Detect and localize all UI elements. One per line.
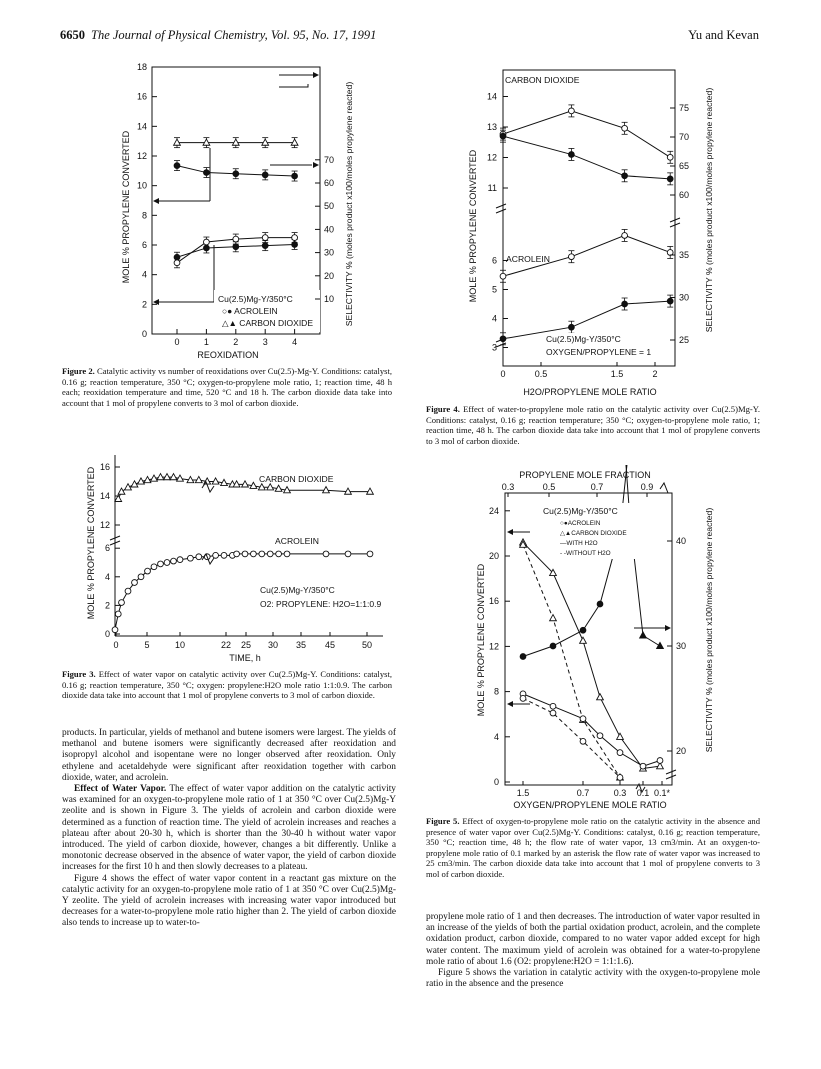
data-point <box>617 750 623 756</box>
y-tick-label: 4 <box>104 571 110 582</box>
data-point <box>188 555 194 561</box>
paragraph <box>426 912 760 968</box>
x-tick-label: 10 <box>174 640 186 650</box>
y-tick-label: 8 <box>141 210 147 221</box>
data-point <box>617 775 623 781</box>
y2-tick-label: 60 <box>324 178 335 188</box>
paragraph-text: propylene mole ratio of 1 and then decreases. The introduction of water vapor resulted in an increase of the yields of both the partial oxidation product, acrolein, and the complete oxidation product, carbon dioxide, compared to no water vapor added except for high water content. The maximum yield of acrolein was obtained for a water-to-propylene mole ratio of about 1.6 (O2: propylene:H2O = 1:1:1.6). <box>426 912 760 967</box>
figure-5-caption-text: Effect of oxygen-to-propylene mole ratio on the catalytic activity in the absence and presence of water vapor over Cu(2.5)Mg-Y. Conditions: catalyst, 0.16 g; reaction temperature, 350 °C; reaction time, 48 h; the flow rate of water vapor, 13 cm3/min. At an oxygen-to-propylene mole ratio of 0.1 marked by an asterisk the flow rate of water vapor was increased to 25 cm3/min. The carbon dioxide data take into account that 1 mol of propylene converts to 3 mol of carbon dioxide. <box>426 816 761 879</box>
data-point <box>622 173 628 179</box>
data-point <box>262 243 268 249</box>
data-point <box>569 324 575 330</box>
paragraph-text: Figure 4 shows the effect of water vapor content in a reactant gas mixture on the catalytic activity for an oxygen-to-propylene mole ratio of 1 at 350 °C over Cu(2.5)Mg-Y zeolite. The yield of acrolein increases with increasing water vapor introduced but decreases for a water-to-propylene mole ratio higher than 2. The yield of carbon dioxide also tends to increase up to water-to- <box>62 873 396 929</box>
y2-tick-label: 10 <box>324 294 335 304</box>
x-tick-label: 25 <box>240 640 252 650</box>
data-point <box>131 481 138 487</box>
figure-3-caption <box>62 669 392 701</box>
data-point <box>520 654 526 660</box>
data-point <box>323 551 329 557</box>
journal-name: The Journal of Physical Chemistry, Vol. 95, No. 17, 1991 <box>91 28 377 42</box>
x-tick-label: 3 <box>262 337 268 347</box>
data-point <box>622 233 628 239</box>
y-tick-label: 12 <box>486 152 497 163</box>
figure-4-xlabel: H2O/PROPYLENE MOLE RATIO <box>523 387 657 397</box>
data-point <box>174 260 180 266</box>
x-tick-label: 0.1 <box>636 788 650 798</box>
figure-5-x2label: PROPYLENE MOLE FRACTION <box>519 470 651 480</box>
figure-3-xlabel: TIME, h <box>229 653 261 663</box>
data-point <box>242 551 248 557</box>
figure-3-caption-label: Figure 3. <box>62 669 96 679</box>
figure-4-acrolein-label: ACROLEIN <box>506 254 550 264</box>
figure-5-chart <box>470 465 722 815</box>
x-tick-label: 45 <box>324 640 336 650</box>
data-point <box>550 643 556 649</box>
y-tick-label: 4 <box>493 731 499 742</box>
data-point <box>221 552 227 558</box>
page-number: 6650 <box>60 28 85 42</box>
y-tick-label: 18 <box>136 62 147 72</box>
data-point <box>667 176 673 182</box>
data-point <box>112 627 118 633</box>
y-tick-label: 14 <box>486 91 497 102</box>
data-point <box>580 627 586 633</box>
figure-4-chart <box>462 50 722 402</box>
y-tick-label: 8 <box>493 686 499 697</box>
series-line <box>523 545 620 778</box>
figure-4-series <box>500 105 673 361</box>
figure-2-series <box>153 72 320 332</box>
y2-tick-label: 60 <box>679 190 690 200</box>
data-point <box>597 601 603 607</box>
x2-tick-label: 0.7 <box>590 482 604 492</box>
data-point <box>119 600 125 606</box>
x-tick-label: 0 <box>113 640 119 650</box>
arrow-head <box>507 529 513 535</box>
data-point <box>233 236 239 242</box>
x2-break <box>660 483 668 493</box>
body-text-right-column <box>426 912 760 990</box>
data-point <box>234 551 240 557</box>
data-point <box>132 580 138 586</box>
figure-3-chart <box>80 448 390 666</box>
y-tick-label: 6 <box>141 240 147 250</box>
y2-tick-label: 20 <box>324 270 335 281</box>
figure-2-ylabel: MOLE % PROPYLENE CONVERTED <box>121 130 131 284</box>
y-tick-label: 16 <box>136 91 147 102</box>
y2-tick-label: 70 <box>324 154 335 165</box>
y-tick-label: 2 <box>104 600 110 611</box>
data-point <box>550 615 557 621</box>
figure-3-ylabel: MOLE % PROPYLENE CONVERTED <box>86 466 96 620</box>
paragraph <box>62 728 396 784</box>
data-point <box>145 568 151 574</box>
x-tick-label: 0.3 <box>613 788 627 798</box>
figure-2-legend-2: ○● ACROLEIN <box>222 306 278 316</box>
figure-4-caption-label: Figure 4. <box>426 404 460 414</box>
y-tick-label: 2 <box>141 299 147 310</box>
x-tick-label: 0.5 <box>534 369 548 379</box>
figure-5-legend-5: - -WITHOUT H2O <box>560 550 611 557</box>
data-point <box>597 694 604 700</box>
y2-tick-label: 75 <box>679 103 690 113</box>
x-tick-label: 0 <box>500 369 506 379</box>
y-tick-label: 4 <box>141 269 147 280</box>
data-point <box>251 551 257 557</box>
data-point <box>640 763 646 769</box>
running-header <box>60 28 376 43</box>
series-line <box>503 111 670 157</box>
y-tick-label: 0 <box>493 777 499 787</box>
x-tick-label: 2 <box>652 369 658 379</box>
y-tick-label: 24 <box>488 505 499 516</box>
figure-3-caption-text: Effect of water vapor on catalytic activity over Cu(2.5)Mg-Y. Conditions: catalyst, 0.16 g; reaction temperature, 350 °C; oxygen: propylene:H2O mole ratio 1:1:0.9. The carbon dioxide data take into account that 1 mol of propylene converts to 3 mol of carbon dioxide. <box>62 669 392 701</box>
figure-5-caption <box>426 816 760 880</box>
figure-5-legend-1: Cu(2.5)Mg-Y/350°C <box>543 506 618 516</box>
x-tick-label: 4 <box>292 337 298 347</box>
figure-2-caption-text: Catalytic activity vs number of reoxidations over Cu(2.5)-Mg-Y. Conditions: catalyst, 0.16 g; reaction temperature, 350 °C; oxygen-to-propylene mole ratio, 1; reaction time, 48 h each; reoxidation temperature and time, 520 °C and 18 h. The carbon dioxide data take into account that 1 mol of propylene converts to 3 mol of carbon dioxide. <box>62 366 393 408</box>
data-point <box>569 152 575 158</box>
y2-tick-label: 65 <box>679 161 690 171</box>
figure-4-legend-2: OXYGEN/PROPYLENE = 1 <box>546 347 652 357</box>
y-tick-label: 14 <box>136 121 147 132</box>
body-text-left-column <box>62 728 396 930</box>
data-point <box>196 554 202 560</box>
data-point <box>617 733 624 739</box>
x-tick-label: 1.5 <box>610 369 624 379</box>
x2-tick-label: 0.9 <box>640 482 654 492</box>
plot-frame <box>503 70 675 366</box>
y-tick-label: 6 <box>491 255 497 266</box>
y-tick-label: 3 <box>491 342 497 353</box>
figure-5-xlabel: OXYGEN/PROPYLENE MOLE RATIO <box>513 800 667 810</box>
figure-4-caption <box>426 404 760 446</box>
series-line <box>503 136 670 179</box>
data-point <box>213 552 219 558</box>
data-point <box>520 695 526 701</box>
data-point <box>233 244 239 250</box>
x2-tick-label: 0.5 <box>542 482 556 492</box>
y-tick-label: 0 <box>104 629 110 639</box>
data-point <box>276 551 282 557</box>
data-point <box>580 716 586 722</box>
data-point <box>657 758 663 764</box>
figure-3-acrolein-label: ACROLEIN <box>275 536 319 546</box>
y-tick-label: 11 <box>487 183 497 193</box>
data-point <box>267 551 273 557</box>
x-tick-label: 0.1* <box>653 788 671 798</box>
data-point <box>667 298 673 304</box>
data-point <box>174 163 180 169</box>
data-point <box>622 301 628 307</box>
data-point <box>580 738 586 744</box>
data-point <box>118 488 125 494</box>
x2-tick-label: 0.3 <box>501 482 515 492</box>
figure-5-legend-2: ○●ACROLEIN <box>560 520 601 527</box>
figure-3-co2-label: CARBON DIOXIDE <box>259 474 334 484</box>
data-point <box>597 733 603 739</box>
data-point <box>667 154 673 160</box>
figure-5-y2label: SELECTIVITY % (moles product x100/moles propylene reacted) <box>704 507 714 753</box>
figure-3-legend-1: Cu(2.5)Mg-Y/350°C <box>260 585 335 595</box>
paragraph <box>62 784 396 874</box>
y-tick-label: 0 <box>141 329 147 339</box>
x-tick-label: 1 <box>203 337 209 347</box>
x-tick-label: 1.5 <box>516 788 530 798</box>
data-point <box>500 273 506 279</box>
figure-2-xlabel: REOXIDATION <box>197 350 259 360</box>
data-point <box>284 551 290 557</box>
y2-tick-label: 40 <box>676 536 687 546</box>
data-point <box>667 250 673 256</box>
y-tick-label: 10 <box>136 180 147 191</box>
figure-2-legend-1: Cu(2.5)Mg-Y/350°C <box>218 294 293 304</box>
data-point <box>622 125 628 131</box>
series-line <box>523 694 660 766</box>
figure-2-caption <box>62 366 392 408</box>
y-tick-label: 14 <box>99 491 110 501</box>
data-point <box>233 171 239 177</box>
y2-tick-label: 25 <box>679 335 690 345</box>
paragraph-text: products. In particular, yields of methanol and butene isomers were largest. The yields of methanol and butene isomers were significantly decreased after reoxidation and isopropyl alcohol and isopentane were no longer observed after reoxidation. Only ethylene and acetaldehyde were significant after reoxidation together with carbon dioxide, water, and acrolein. <box>62 728 396 783</box>
axis-arrow <box>279 84 308 87</box>
series-line <box>523 542 660 768</box>
data-point <box>262 172 268 178</box>
x-tick-label: 5 <box>144 640 150 650</box>
y2-tick-label: 30 <box>676 641 687 651</box>
y-tick-label: 4 <box>491 313 497 324</box>
y-tick-label: 13 <box>486 122 497 132</box>
y2-tick-label: 40 <box>324 224 335 235</box>
data-point <box>292 173 298 179</box>
data-point <box>171 558 177 564</box>
data-point <box>259 551 265 557</box>
y2-break <box>666 770 676 779</box>
figure-2-y2label: SELECTIVITY % (moles product x100/moles propylene reacted) <box>344 81 354 327</box>
y-tick-label: 5 <box>491 284 497 295</box>
figure-4-caption-text: Effect of water-to-propylene mole ratio on the catalytic activity over Cu(2.5)Mg-Y. Conditions: catalyst, 0.16 g; reaction temperature; 350 °C; oxygen-to-propylene mole ratio, 1; reaction time, 48 h. The carbon dioxide data take into account that 1 mol of propylene converts to 3 mol of carbon dioxide. <box>426 404 761 446</box>
data-point <box>177 557 183 563</box>
series-line <box>523 698 620 777</box>
data-point <box>151 564 157 570</box>
y-tick-label: 16 <box>99 462 110 472</box>
arrow-head <box>153 198 159 204</box>
y2-tick-label: 20 <box>676 746 687 756</box>
data-point <box>500 133 506 139</box>
data-point <box>345 551 351 557</box>
y-tick-label: 12 <box>136 151 147 161</box>
y-tick-label: 12 <box>99 520 110 530</box>
x-tick-label: 22 <box>220 640 232 650</box>
x-tick-label: 50 <box>361 640 373 650</box>
figure-3-legend-2: O2: PROPYLENE: H2O=1:1:0.9 <box>260 599 382 609</box>
authors-header: Yu and Kevan <box>688 28 759 42</box>
data-point <box>115 611 121 617</box>
arrow-head <box>665 625 671 631</box>
y2-tick-label: 35 <box>679 250 690 260</box>
data-point <box>569 254 575 260</box>
data-point <box>125 484 132 490</box>
y2-tick-label: 70 <box>679 132 690 142</box>
figure-4-legend-1: Cu(2.5)Mg-Y/350°C <box>546 334 621 344</box>
figure-4-frame <box>503 70 675 366</box>
figure-2-legend-3: △▲ CARBON DIOXIDE <box>222 318 313 328</box>
x-tick-label: 2 <box>233 337 239 347</box>
y-break <box>496 204 506 213</box>
arrow-head <box>313 162 319 168</box>
data-point <box>580 637 587 643</box>
x-tick-label: 0 <box>174 337 180 347</box>
data-point <box>164 560 170 566</box>
data-point <box>640 632 647 638</box>
figure-5-legend-3: △▲CARBON DIOXIDE <box>560 530 627 537</box>
y-tick-label: 12 <box>488 641 499 652</box>
data-point <box>367 551 373 557</box>
figure-2-caption-label: Figure 2. <box>62 366 95 376</box>
figure-5-ylabel: MOLE % PROPYLENE CONVERTED <box>476 563 486 717</box>
data-point <box>550 710 556 716</box>
figure-4-co2-label: CARBON DIOXIDE <box>505 75 580 85</box>
y-tick-label: 6 <box>104 543 110 554</box>
data-point <box>292 235 298 241</box>
x-tick-label: 30 <box>267 640 279 650</box>
x-tick-label: 35 <box>295 640 307 650</box>
data-point <box>569 108 575 114</box>
y2-tick-label: 30 <box>679 292 690 303</box>
data-point <box>262 235 268 241</box>
y-tick-label: 16 <box>488 596 499 607</box>
data-point <box>125 588 131 594</box>
x-tick-label: 0.7 <box>576 788 590 798</box>
data-point <box>657 642 664 648</box>
figure-5-legend-4: —WITH H2O <box>560 540 598 547</box>
y2-tick-label: 50 <box>324 201 335 212</box>
y-tick-label: 20 <box>488 551 499 561</box>
y2-tick-label: 30 <box>324 247 335 258</box>
data-point <box>204 239 210 245</box>
figure-2-chart <box>100 58 370 363</box>
data-point <box>204 170 210 176</box>
figure-4-y2label: SELECTIVITY % (moles product x100/moles propylene reacted) <box>704 87 714 333</box>
figure-5-caption-label: Figure 5. <box>426 816 460 826</box>
paragraph-text: Figure 5 shows the variation in catalytic activity with the oxygen-to-propylene mole ratio in the absence and the presence <box>426 968 760 990</box>
arrow-head <box>507 701 513 707</box>
paragraph <box>62 874 396 930</box>
paragraph <box>426 968 760 990</box>
data-point <box>138 574 144 580</box>
paragraph-text: The effect of water vapor addition on the catalytic activity was examined for an oxygen-to-propylene mole ratio of 1 at 350 °C over Cu(2.5)Mg-Y zeolite and is shown in Figure 3. The yields of acrolein and carbon dioxide were determined as a function of reaction time. The yield of acrolein increases and reaches a plateau after about 20-30 h, which is shorter than the 30-40 h without water vapor introduced. The yield of carbon dioxide, however, changes a bit differently. Unlike a monotonic decrease observed in the absence of water vapor, the yield of carbon dioxide increases for the first 10 h and then slowly decreases to a plateau. <box>62 784 396 873</box>
data-point <box>550 703 556 709</box>
section-heading: Effect of Water Vapor. <box>74 784 167 795</box>
data-point <box>158 561 164 567</box>
figure-4-ylabel: MOLE % PROPYLENE CONVERTED <box>468 149 478 303</box>
